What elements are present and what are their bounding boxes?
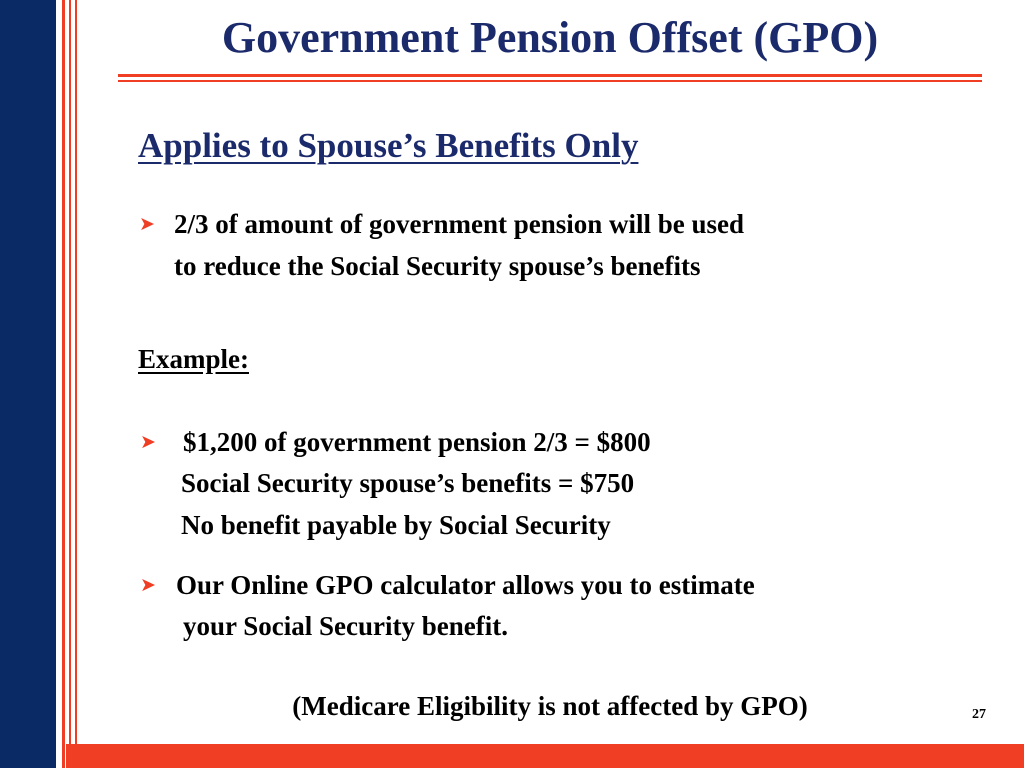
arrowhead-bullet-icon: ➤: [140, 574, 156, 596]
section-heading: Applies to Spouse’s Benefits Only: [138, 126, 639, 165]
example-text-line: No benefit payable by Social Security: [181, 510, 611, 540]
bullet-text-line: your Social Security benefit.: [183, 611, 508, 641]
closing-note: (Medicare Eligibility is not affected by GPO): [292, 691, 808, 721]
example-label: Example:: [138, 344, 249, 374]
title-underline-rule: [118, 74, 982, 77]
page-number: 27: [972, 707, 986, 722]
arrowhead-bullet-icon: ➤: [139, 213, 155, 235]
arrowhead-bullet-icon: ➤: [140, 431, 156, 453]
bullet-text-line: to reduce the Social Security spouse’s benefits: [174, 251, 701, 281]
vertical-stripe: [62, 0, 65, 768]
title-underline-rule: [118, 80, 982, 82]
bullet-text-line: 2/3 of amount of government pension will be used: [174, 209, 745, 239]
vertical-stripe: [69, 0, 71, 768]
left-decorative-band: [0, 0, 56, 768]
vertical-stripe: [75, 0, 77, 768]
example-text-line: $1,200 of government pension 2/3 = $800: [183, 427, 651, 457]
slide-title: Government Pension Offset (GPO): [221, 13, 879, 62]
bottom-decorative-band: [66, 744, 1024, 768]
bullet-text-line: Our Online GPO calculator allows you to estimate: [176, 570, 755, 600]
example-text-line: Social Security spouse’s benefits = $750: [181, 468, 635, 498]
